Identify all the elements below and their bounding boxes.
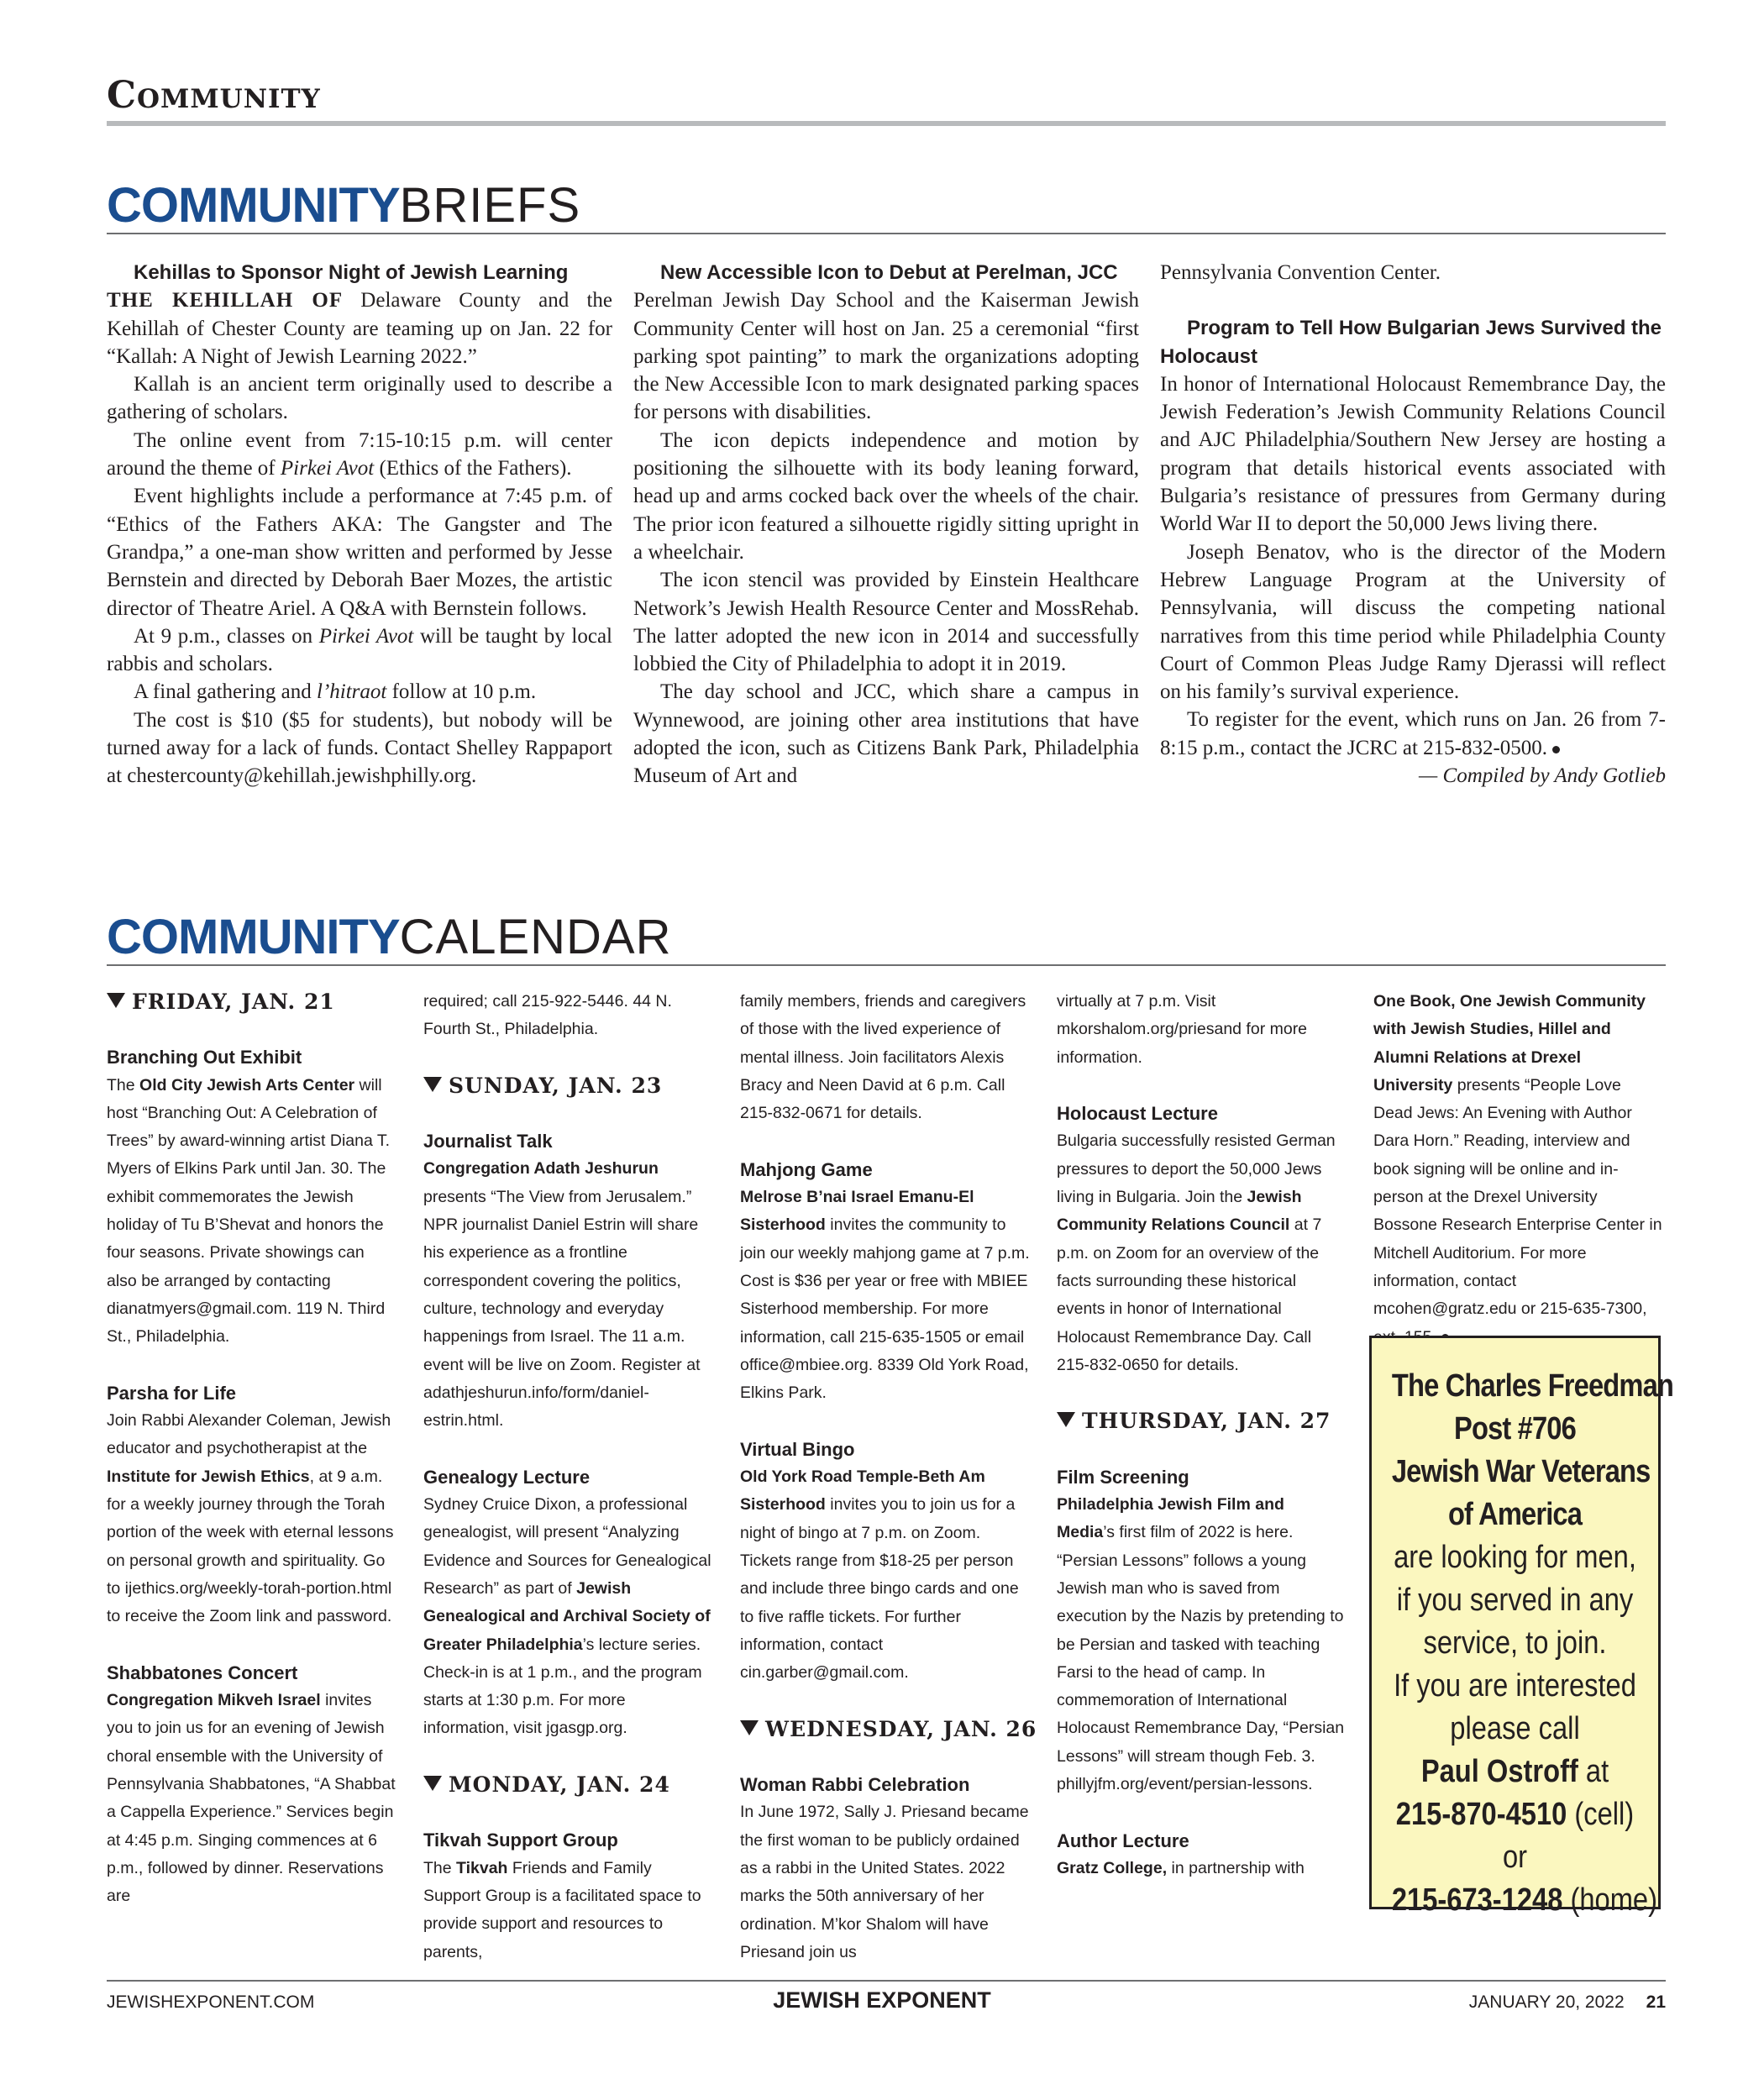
- page-number: 21: [1646, 1992, 1666, 2012]
- ad-heading: of America: [1447, 1497, 1583, 1532]
- calendar-title-light: CALENDAR: [399, 910, 672, 964]
- ad-text: if you served in any: [1396, 1583, 1634, 1618]
- day-header: [1057, 1407, 1347, 1435]
- event-org: Jewish Genealogical and Archival Society of Greater Philadelphia: [423, 1578, 711, 1654]
- event-org: Institute for Jewish Ethics: [107, 1467, 310, 1486]
- brief-italic: Pirkei Avot: [280, 457, 375, 480]
- event-title: Film Screening: [1057, 1466, 1189, 1488]
- calendar-column: [1057, 988, 1347, 1882]
- day-header: [423, 1771, 713, 1798]
- brief-paragraph: [1160, 706, 1666, 762]
- ad-contact: Paul Ostroff at: [1420, 1754, 1609, 1789]
- brief-text: At 9 p.m., classes on: [134, 624, 319, 648]
- event-text: Sydney Cruice Dixon, a professional genealogist, will present “Analyzing Evidence and Sources for Genealogical Research” as part of Jewish Genealogical and Archival Society of Greater Philadelphia’s lecture series. Check-in is at 1 p.m., and the program starts at 1:30 p.m. For more information, visit jgasgp.org.: [423, 1495, 711, 1738]
- event-text: virtually at 7 p.m. Visit mkorshalom.org/priesand for more information.: [1057, 992, 1308, 1067]
- triangle-down-icon: [740, 1720, 759, 1735]
- brief-paragraph: [107, 427, 612, 483]
- brief-paragraph: Perelman Jewish Day School and the Kaiserman Jewish Community Center will host on Jan. 25 a ceremonial “first parking spot painting” to mark the organizations adopting the New Accessible Icon to mark designated parking spaces for persons with disabilities.: [633, 289, 1139, 424]
- event-text: Congregation Adath Jeshurun presents “The View from Jerusalem.” NPR journalist Daniel Estrin will share his experience as a frontline correspondent covering the politics, culture, technology and everyday happenings from Israel. The 11 a.m. event will be live on Zoom. Register at adathjeshurun.info/form/daniel-estrin.html.: [423, 1159, 701, 1431]
- brief-paragraph: Event highlights include a performance at 7:45 p.m. of “Ethics of the Fathers AKA: The Gangster and The Grandpa,” a one-man show written and performed by Jesse Bernstein and directed by Deborah Baer Mozes, the artistic director of Theatre Ariel. A Q&A with Bernstein follows.: [107, 485, 612, 620]
- brief-bulgarian: [1160, 259, 1666, 790]
- calendar-column: [423, 988, 713, 1966]
- event-title: Mahjong Game: [740, 1158, 873, 1180]
- event-text: Bulgaria successfully resisted German pressures to deport the 50,000 Jews living in Bulgaria. Join the Jewish Community Relations Council at 7 p.m. on Zoom for an overview of the facts surrounding these historical events in honor of International Holocaust Remembrance Day. Call 215-832-0650 for details.: [1057, 1131, 1336, 1374]
- brief-paragraph: [107, 622, 612, 679]
- event-title: Shabbatones Concert: [107, 1662, 298, 1683]
- calendar-column: [107, 988, 396, 1911]
- event-title: Parsha for Life: [107, 1382, 237, 1404]
- event-text: Old York Road Temple-Beth Am Sisterhood invites you to join us for a night of bingo at 7 p.m. on Zoom. Tickets range from $18-25 per person and include three bingo cards and one to five raffle tickets. For further information, contact cin.garber@gmail.com.: [740, 1467, 1019, 1683]
- calendar-title-bold: COMMUNITY: [107, 910, 400, 964]
- event-text: family members, friends and caregivers of those with the lived experience of mental illness. Join facilitators Alexis Bracy and Neen David at 6 p.m. Call 215-832-0671 for details.: [740, 992, 1026, 1123]
- event-org: Congregation Adath Jeshurun: [423, 1159, 659, 1179]
- footer-date-page: [1469, 1992, 1666, 2013]
- brief-headline: New Accessible Icon to Debut at Perelman, JCC: [660, 261, 1118, 284]
- ad-heading: Jewish War Veterans: [1391, 1454, 1651, 1489]
- event-title: Virtual Bingo: [740, 1438, 855, 1460]
- brief-text: follow at 10 p.m.: [386, 680, 537, 704]
- ad-phone: 215-673-1248 (home): [1391, 1882, 1657, 1918]
- event-org: One Book, One Jewish Community with Jewish Studies, Hillel and Alumni Relations at Drexel University: [1373, 992, 1646, 1095]
- event-text: In June 1972, Sally J. Priesand became the first woman to be publicly ordained as a rabbi in the United States. 2022 marks the 50th anniversary of her ordination. M’kor Shalom will have Priesand join us: [740, 1803, 1029, 1961]
- triangle-down-icon: [1057, 1412, 1075, 1427]
- ad-phone-number: 215-673-1248: [1391, 1882, 1563, 1918]
- event-title: Genealogy Lecture: [423, 1466, 591, 1488]
- ad-heading: Post #706: [1454, 1411, 1576, 1446]
- triangle-down-icon: [107, 993, 125, 1008]
- brief-paragraph: [107, 678, 612, 706]
- veterans-ad: [1369, 1336, 1674, 1918]
- day-label: WEDNESDAY, JAN. 26: [765, 1716, 1037, 1741]
- event-text: Melrose B’nai Israel Emanu-El Sisterhood invites the community to join our weekly mahjong game at 7 p.m. Cost is $36 per year or free with MBIEE Sisterhood membership. For more information, call 215-635-1505 or email office@mbiee.org. 8339 Old York Road, Elkins Park.: [740, 1188, 1030, 1403]
- ad-phone: 215-870-4510 (cell): [1395, 1797, 1635, 1832]
- brief-paragraph: Joseph Benatov, who is the director of the Modern Hebrew Language Program at the University of Pennsylvania, will discuss the competing national narratives from this time period while Philadelphia County Court of Common Pleas Judge Ramy Djerassi will reflect on his family’s survival experience.: [1160, 540, 1666, 704]
- day-label: THURSDAY, JAN. 27: [1082, 1409, 1331, 1434]
- day-header: [423, 1072, 713, 1100]
- brief-paragraph: The icon depicts independence and motion by positioning the silhouette with its body leaning forward, head up and arms cocked back over the wheels of the chair. The prior icon featured a silhouette rigidly sitting upright in a wheelchair.: [633, 428, 1139, 564]
- brief-headline: Program to Tell How Bulgarian Jews Survived the Holocaust: [1160, 317, 1662, 368]
- ad-text: please call: [1450, 1711, 1580, 1746]
- lead-caps: THE KEHILLAH OF: [107, 289, 344, 312]
- event-title: Holocaust Lecture: [1057, 1103, 1218, 1125]
- brief-paragraph: The cost is $10 ($5 for students), but nobody will be turned away for a lack of funds. Contact Shelley Rappaport at chestercounty@kehillah.jewishphilly.org.: [107, 708, 612, 788]
- event-org: Melrose B’nai Israel Emanu-El Sisterhood: [740, 1188, 974, 1235]
- event-title: Woman Rabbi Celebration: [740, 1774, 970, 1796]
- ad-heading: The Charles Freedman: [1391, 1368, 1674, 1404]
- event-text: Congregation Mikveh Israel invites you to join us for an evening of Jewish choral ensemble with the University of Pennsylvania Shabbatones, “A Shabbat a Cappella Experience.” Services begin at 4:45 p.m. Singing commences at 6 p.m., followed by dinner. Reservations are: [107, 1691, 396, 1906]
- brief-text: (Ethics of the Fathers).: [374, 457, 572, 480]
- brief-icon: [633, 259, 1139, 790]
- brief-paragraph: Pennsylvania Convention Center.: [1160, 261, 1441, 284]
- brief-signature: — Compiled by Andy Gotlieb: [1419, 764, 1666, 788]
- calendar-column: [740, 988, 1037, 1966]
- event-text: Philadelphia Jewish Film and Media’s first film of 2022 is here. “Persian Lessons” follows a young Jewish man who is saved from execution by the Nazis by pretending to be Persian and tasked with teaching Farsi to the head of camp. In commemoration of International Holocaust Remembrance Day, “Persian Lessons” will stream though Feb. 3. phillyjfm.org/event/persian-lessons.: [1057, 1495, 1345, 1794]
- brief-italic: Pirkei Avot: [318, 624, 414, 648]
- brief-paragraph: In honor of International Holocaust Remembrance Day, the Jewish Federation’s Jewish Community Relations Council and AJC Philadelphia/Southern New Jersey are hosting a program that details historical events associated with Bulgaria’s resistance of pressures from Germany during World War II to deport the 50,000 Jews living there.: [1160, 372, 1666, 536]
- brief-italic: l’hitraot: [317, 680, 387, 704]
- brief-paragraph: [107, 286, 612, 370]
- event-org: Jewish Community Relations Council: [1057, 1188, 1302, 1235]
- brief-paragraph: The icon stencil was provided by Einstein Healthcare Network’s Jewish Health Resource Center and MossRehab. The latter adopted the new icon in 2014 and successfully lobbied the City of Philadelphia to adopt it in 2019.: [633, 569, 1139, 676]
- triangle-down-icon: [423, 1776, 442, 1791]
- brief-text: Delaware County and the Kehillah of Chester County are teaming up on Jan. 22 for “Kallah: A Night of Jewish Learning 2022.”: [107, 289, 612, 368]
- event-title: Branching Out Exhibit: [107, 1047, 302, 1068]
- ad-contact-name: Paul Ostroff: [1420, 1754, 1578, 1789]
- day-label: SUNDAY, JAN. 23: [449, 1073, 663, 1098]
- event-text: required; call 215-922-5446. 44 N. Fourth St., Philadelphia.: [423, 992, 672, 1039]
- event-title: Journalist Talk: [423, 1131, 553, 1152]
- section-rule: [107, 121, 1666, 126]
- brief-text: The online event from 7:15-10:15 p.m. will center around the theme of: [107, 428, 612, 480]
- footer-date: JANUARY 20, 2022: [1468, 1992, 1625, 2012]
- event-title: Tikvah Support Group: [423, 1830, 618, 1851]
- briefs-title-light: BRIEFS: [399, 178, 581, 233]
- event-org: Tikvah: [456, 1858, 508, 1877]
- footer-rule: [107, 1980, 1666, 1982]
- event-text: Gratz College, in partnership with: [1057, 1858, 1305, 1877]
- brief-paragraph: The day school and JCC, which share a campus in Wynnewood, are joining other area institutions that have adopted the icon, such as Citizens Bank Park, Philadelphia Museum of Art and: [633, 680, 1139, 788]
- footer-publication: JEWISH EXPONENT: [773, 1987, 991, 2013]
- brief-kehillah: [107, 259, 612, 790]
- ad-phone-number: 215-870-4510: [1395, 1797, 1567, 1832]
- end-bullet-icon: [1552, 746, 1560, 753]
- event-org: Congregation Mikveh Israel: [107, 1691, 321, 1710]
- day-label: FRIDAY, JAN. 21: [132, 990, 335, 1014]
- event-text: One Book, One Jewish Community with Jewish Studies, Hillel and Alumni Relations at Drexel University presents “People Love Dead Jews: An Evening with Author Dara Horn.” Reading, interview and book signing will be online and in-person at the Drexel University Bossone Research Enterprise Center in Mitchell Auditorium. For more information, contact mcohen@gratz.edu or 215-635-7300,: [1373, 988, 1663, 1352]
- footer-website[interactable]: JEWISHEXPONENT.COM: [107, 1992, 315, 2012]
- brief-text: To register for the event, which runs on Jan. 26 from 7-8:15 p.m., contact the JCRC at 215-832-0500.: [1160, 708, 1666, 759]
- ad-text: If you are interested: [1394, 1668, 1636, 1704]
- event-org: Old York Road Temple-Beth Am Sisterhood: [740, 1467, 985, 1515]
- event-org: Philadelphia Jewish Film and Media: [1057, 1495, 1284, 1542]
- ad-text: are looking for men,: [1394, 1540, 1636, 1575]
- event-text: Join Rabbi Alexander Coleman, Jewish educator and psychotherapist at the Institute for Jewish Ethics, at 9 a.m. for a weekly journey through the Torah portion of the week with eternal lessons on personal growth and spirituality. Go to ijethics.org/weekly-torah-portion.html to receive the Zoom link and password.: [107, 1411, 394, 1626]
- briefs-title: [107, 180, 580, 232]
- ad-text: or: [1502, 1840, 1528, 1875]
- section-header: Community: [107, 74, 321, 117]
- day-label: MONDAY, JAN. 24: [449, 1772, 670, 1798]
- triangle-down-icon: [423, 1077, 442, 1092]
- calendar-column: [1373, 988, 1663, 1352]
- event-text: The Old City Jewish Arts Center will host “Branching Out: A Celebration of Trees” by award-winning artist Diana T. Myers of Elkins Park until Jan. 30. The exhibit commemorates the Jewish holiday of Tu B’Shevat and honors the four seasons. Private showings can also be arranged by contacting dianatmyers@gmail.com. 119 N. Third St., Philadelphia.: [107, 1075, 391, 1347]
- day-header: [740, 1715, 1037, 1743]
- brief-text: A final gathering and: [134, 680, 317, 704]
- event-title: Author Lecture: [1057, 1830, 1189, 1851]
- brief-paragraph: Kallah is an ancient term originally used to describe a gathering of scholars.: [107, 373, 612, 424]
- event-org: Old City Jewish Arts Center: [139, 1075, 355, 1095]
- event-text: The Tikvah Friends and Family Support Group is a facilitated space to provide support and resources to parents,: [423, 1858, 701, 1961]
- brief-text: will be taught by local rabbis and scholars.: [107, 624, 612, 676]
- day-header: [107, 988, 396, 1016]
- calendar-rule: [107, 964, 1666, 966]
- brief-headline: Kehillas to Sponsor Night of Jewish Learning: [134, 261, 569, 284]
- briefs-rule: [107, 233, 1666, 234]
- briefs-title-bold: COMMUNITY: [107, 178, 400, 233]
- ad-text: service, to join.: [1423, 1625, 1607, 1661]
- calendar-title: [107, 911, 672, 963]
- event-org: Gratz College,: [1057, 1858, 1168, 1877]
